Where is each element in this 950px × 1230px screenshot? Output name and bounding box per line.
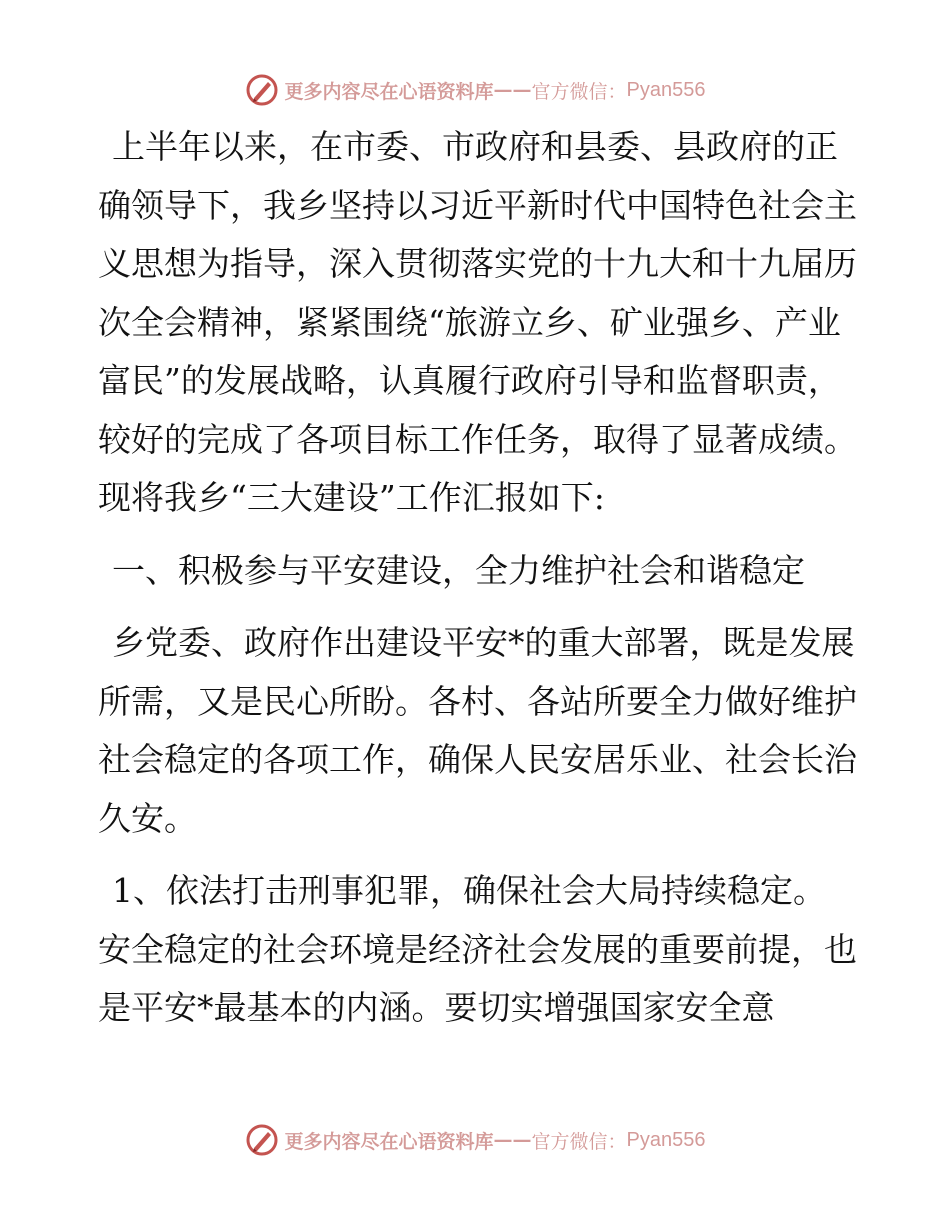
- document-body: [98, 118, 858, 1038]
- item-1-paragraph: 1、依法打击刑事犯罪，确保社会大局持续稳定。安全稳定的社会环境是经济社会发展的重要前提，也是平安*最基本的内涵。要切实增强国家安全意: [98, 871, 857, 1027]
- banner-separator: ——: [493, 79, 532, 101]
- banner-wechat-label: 官方微信：: [531, 80, 627, 103]
- header-watermark-banner: [0, 70, 950, 110]
- intro-paragraph: 上半年以来，在市委、市政府和县委、县政府的正确领导下，我乡坚持以习近平新时代中国特色社会主义思想为指导，深入贯彻落实党的十九大和十九届历次全会精神，紧紧围绕“旅游立乡、矿业强乡、产业富民”的发展战略，认真履行政府引导和监督职责，较好的完成了各项目标工作任务，取得了显著成绩。现将我乡“三大建设”工作汇报如下:: [98, 127, 857, 517]
- pen-circle-logo-icon: [245, 1123, 279, 1157]
- banner-slogan: 更多内容尽在心语资料库: [284, 80, 494, 103]
- footer-watermark-banner: [0, 1120, 950, 1160]
- banner-wechat-id: Pyan556: [626, 1128, 706, 1151]
- pen-circle-logo-icon: [245, 73, 279, 107]
- section-1-paragraph: 乡党委、政府作出建设平安*的重大部署，既是发展所需，又是民心所盼。各村、各站所要全力做好维护社会稳定的各项工作，确保人民安居乐业、社会长治久安。: [98, 623, 857, 838]
- section-heading-1: 一、积极参与平安建设，全力维护社会和谐稳定: [112, 550, 805, 590]
- banner-wechat-label: 官方微信：: [531, 1130, 627, 1153]
- banner-wechat-id: Pyan556: [626, 78, 706, 101]
- banner-separator: ——: [493, 1129, 532, 1151]
- banner-slogan: 更多内容尽在心语资料库: [284, 1130, 494, 1153]
